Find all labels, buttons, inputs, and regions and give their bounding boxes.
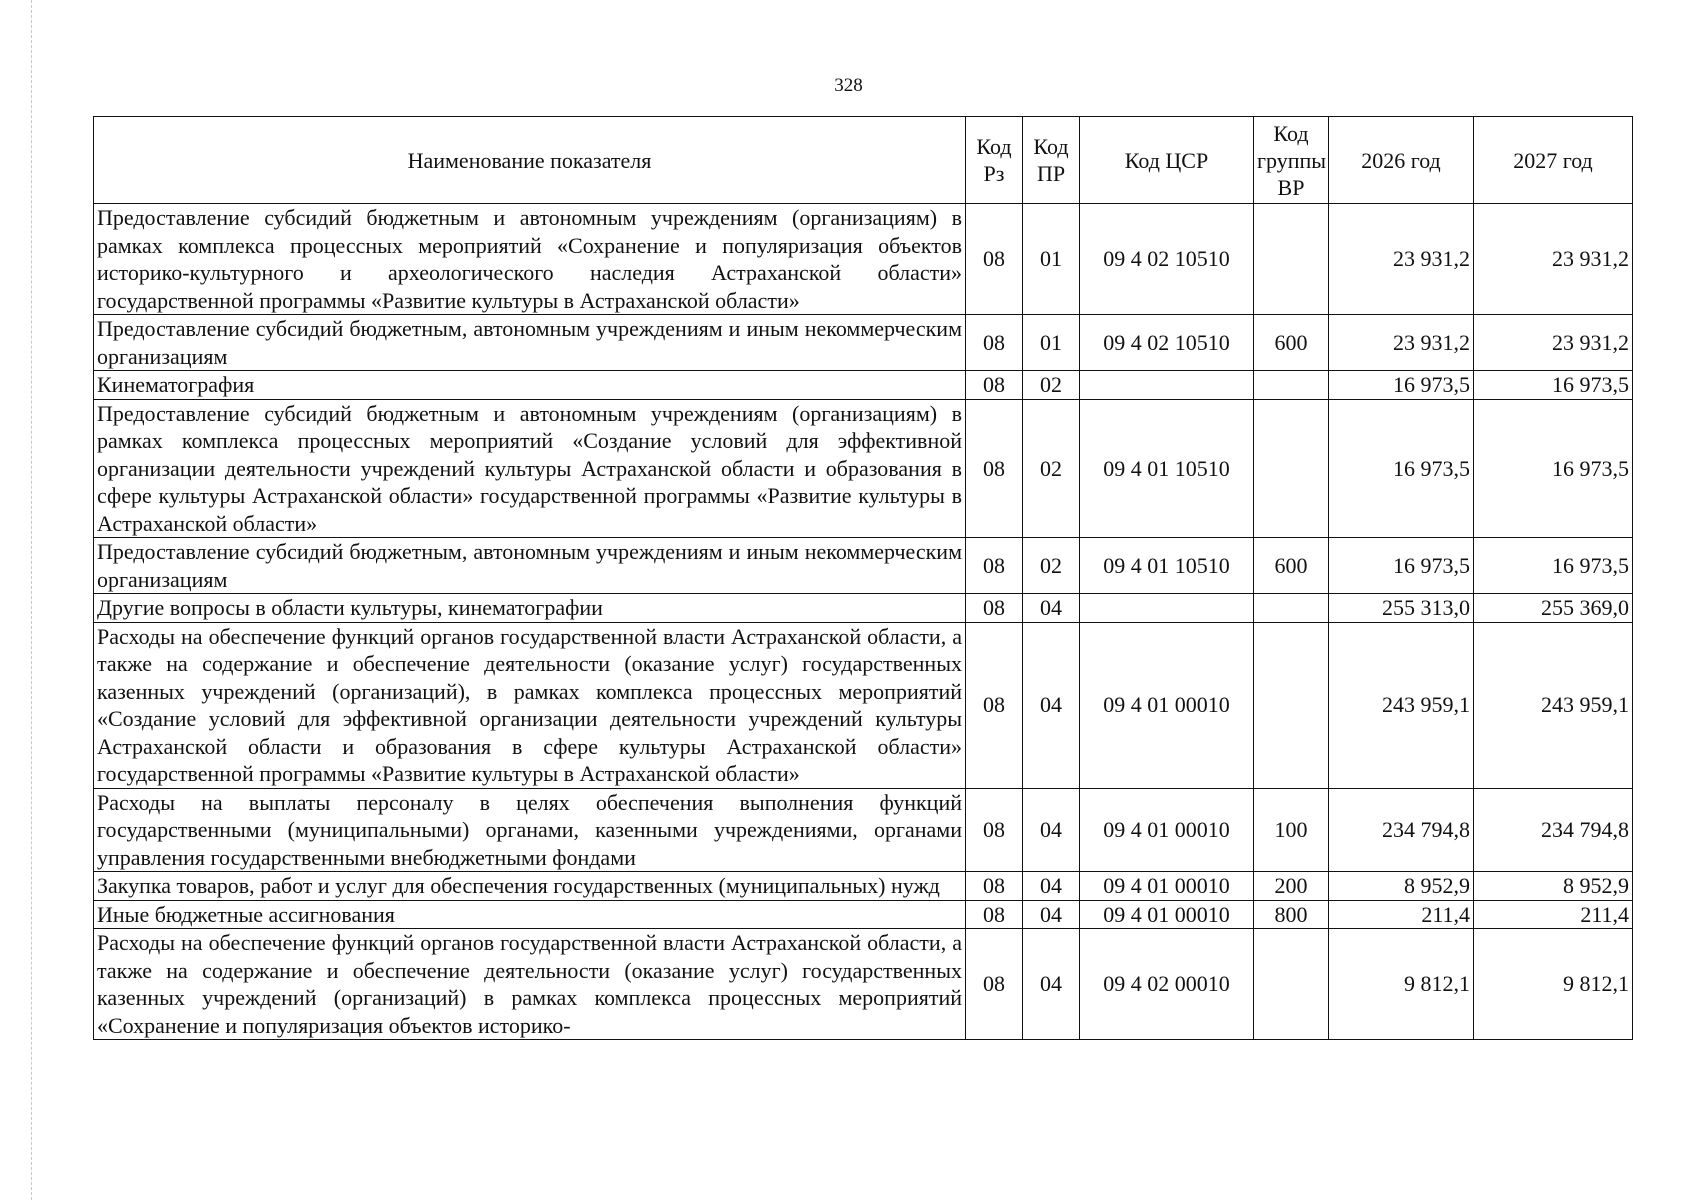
cell-2026: 23 931,2 (1329, 204, 1474, 315)
cell-2027: 23 931,2 (1474, 315, 1633, 371)
cell-2027: 23 931,2 (1474, 204, 1633, 315)
cell-csr: 09 4 01 00010 (1080, 900, 1254, 929)
cell-vr: 200 (1254, 872, 1329, 901)
cell-vr (1254, 204, 1329, 315)
cell-csr: 09 4 01 10510 (1080, 538, 1254, 594)
cell-pr: 02 (1023, 538, 1080, 594)
cell-csr: 09 4 02 10510 (1080, 204, 1254, 315)
cell-2026: 243 959,1 (1329, 622, 1474, 788)
cell-name: Иные бюджетные ассигнования (94, 900, 966, 929)
cell-name: Другие вопросы в области культуры, кинематографии (94, 594, 966, 623)
cell-rz: 08 (966, 399, 1023, 538)
cell-rz: 08 (966, 315, 1023, 371)
cell-name: Предоставление субсидий бюджетным и автономным учреждениям (организациям) в рамках комплекса процессных мероприятий «Создание условий для эффективной организации деятельности учреждений культуры Астраханской области и образования в сфере культуры Астраханской области» государственной программы «Развитие культуры в Астраханской области» (94, 399, 966, 538)
budget-table (93, 116, 1633, 1040)
cell-csr: 09 4 01 10510 (1080, 399, 1254, 538)
cell-pr: 02 (1023, 371, 1080, 400)
cell-rz: 08 (966, 538, 1023, 594)
cell-2027: 243 959,1 (1474, 622, 1633, 788)
header-2026: 2026 год (1329, 117, 1474, 204)
cell-csr: 09 4 01 00010 (1080, 872, 1254, 901)
cell-pr: 04 (1023, 788, 1080, 872)
table-row (94, 900, 1633, 929)
cell-rz: 08 (966, 900, 1023, 929)
header-vr: Код группы ВР (1254, 117, 1329, 204)
cell-pr: 04 (1023, 594, 1080, 623)
cell-2026: 16 973,5 (1329, 399, 1474, 538)
cell-2027: 16 973,5 (1474, 538, 1633, 594)
header-rz: Код Рз (966, 117, 1023, 204)
cell-name: Предоставление субсидий бюджетным и автономным учреждениям (организациям) в рамках комплекса процессных мероприятий «Сохранение и популяризация объектов историко-культурного и археологического наследия Астраханской области» государственной программы «Развитие культуры в Астраханской области» (94, 204, 966, 315)
cell-2026: 16 973,5 (1329, 371, 1474, 400)
header-name: Наименование показателя (94, 117, 966, 204)
cell-name: Предоставление субсидий бюджетным, автономным учреждениям и иным некоммерческим организациям (94, 538, 966, 594)
cell-csr: 09 4 02 10510 (1080, 315, 1254, 371)
cell-rz: 08 (966, 929, 1023, 1040)
cell-name: Расходы на обеспечение функций органов государственной власти Астраханской области, а также на содержание и обеспечение деятельности (оказание услуг) государственных казенных учреждений (организаций), в рамках комплекса процессных мероприятий «Создание условий для эффективной организации деятельности учреждений культуры Астраханской области и образования в сфере культуры Астраханской области» государственной программы «Развитие культуры в Астраханской области» (94, 622, 966, 788)
cell-vr (1254, 622, 1329, 788)
cell-2026: 234 794,8 (1329, 788, 1474, 872)
cell-vr: 800 (1254, 900, 1329, 929)
cell-pr: 02 (1023, 399, 1080, 538)
cell-2027: 211,4 (1474, 900, 1633, 929)
table-row (94, 399, 1633, 538)
cell-rz: 08 (966, 371, 1023, 400)
cell-csr: 09 4 02 00010 (1080, 929, 1254, 1040)
table-row (94, 538, 1633, 594)
scan-edge-line (31, 0, 32, 1200)
cell-csr (1080, 371, 1254, 400)
cell-2027: 234 794,8 (1474, 788, 1633, 872)
cell-2026: 211,4 (1329, 900, 1474, 929)
cell-name: Кинематография (94, 371, 966, 400)
cell-name: Расходы на обеспечение функций органов государственной власти Астраханской области, а также на содержание и обеспечение деятельности (оказание услуг) государственных казенных учреждений (организаций) в рамках комплекса процессных мероприятий «Сохранение и популяризация объектов историко- (94, 929, 966, 1040)
table-row (94, 594, 1633, 623)
cell-rz: 08 (966, 788, 1023, 872)
header-csr: Код ЦСР (1080, 117, 1254, 204)
cell-vr: 600 (1254, 538, 1329, 594)
cell-vr: 100 (1254, 788, 1329, 872)
cell-2027: 16 973,5 (1474, 399, 1633, 538)
cell-csr: 09 4 01 00010 (1080, 622, 1254, 788)
cell-vr (1254, 594, 1329, 623)
table-row (94, 315, 1633, 371)
cell-2027: 16 973,5 (1474, 371, 1633, 400)
cell-pr: 01 (1023, 204, 1080, 315)
table-row (94, 371, 1633, 400)
cell-pr: 04 (1023, 872, 1080, 901)
cell-vr (1254, 371, 1329, 400)
cell-2026: 8 952,9 (1329, 872, 1474, 901)
header-pr: Код ПР (1023, 117, 1080, 204)
page-number: 328 (834, 75, 863, 96)
cell-rz: 08 (966, 204, 1023, 315)
table-row (94, 929, 1633, 1040)
cell-2027: 9 812,1 (1474, 929, 1633, 1040)
table-row (94, 788, 1633, 872)
table-row (94, 622, 1633, 788)
cell-2026: 16 973,5 (1329, 538, 1474, 594)
cell-vr (1254, 929, 1329, 1040)
cell-pr: 04 (1023, 900, 1080, 929)
table-header-row (94, 117, 1633, 204)
cell-pr: 01 (1023, 315, 1080, 371)
cell-2027: 8 952,9 (1474, 872, 1633, 901)
cell-2027: 255 369,0 (1474, 594, 1633, 623)
cell-rz: 08 (966, 622, 1023, 788)
header-2027: 2027 год (1474, 117, 1633, 204)
cell-name: Предоставление субсидий бюджетным, автономным учреждениям и иным некоммерческим организациям (94, 315, 966, 371)
cell-2026: 23 931,2 (1329, 315, 1474, 371)
cell-rz: 08 (966, 872, 1023, 901)
cell-vr: 600 (1254, 315, 1329, 371)
table-row (94, 204, 1633, 315)
cell-csr: 09 4 01 00010 (1080, 788, 1254, 872)
cell-2026: 9 812,1 (1329, 929, 1474, 1040)
cell-pr: 04 (1023, 929, 1080, 1040)
cell-rz: 08 (966, 594, 1023, 623)
table-row (94, 872, 1633, 901)
cell-csr (1080, 594, 1254, 623)
cell-2026: 255 313,0 (1329, 594, 1474, 623)
cell-name: Расходы на выплаты персоналу в целях обеспечения выполнения функций государственными (муниципальными) органами, казенными учреждениями, органами управления государственными внебюджетными фондами (94, 788, 966, 872)
cell-name: Закупка товаров, работ и услуг для обеспечения государственных (муниципальных) нужд (94, 872, 966, 901)
cell-pr: 04 (1023, 622, 1080, 788)
cell-vr (1254, 399, 1329, 538)
